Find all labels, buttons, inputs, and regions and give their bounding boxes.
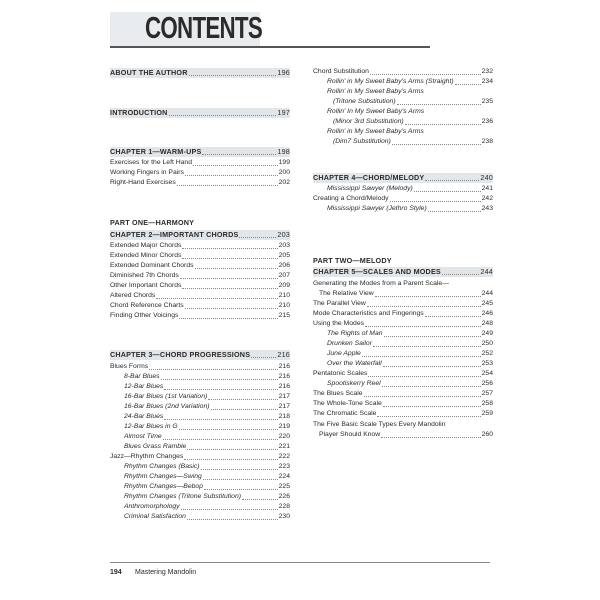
toc-subentry[interactable]: Over the Waterfall 253 — [327, 360, 493, 367]
toc-entry[interactable]: Player Should Know 260 — [319, 431, 493, 438]
toc-subentry-line1[interactable]: Rollin' in My Sweet Baby's Arms — [327, 88, 424, 95]
toc-subentry[interactable]: Criminal Satisfaction 230 — [124, 513, 290, 520]
title-rule — [110, 46, 430, 48]
toc-subentry[interactable]: (Minor 3rd Substitution) 236 — [333, 118, 493, 125]
toc-subentry[interactable]: Rhythm Changes—Bebop 225 — [124, 483, 290, 490]
toc-entry[interactable]: Using the Modes 248 — [313, 320, 493, 327]
toc-entry-line1[interactable]: Generating the Modes from a Parent Scale— — [313, 280, 450, 287]
toc-subentry[interactable]: Almost Time 220 — [124, 433, 290, 440]
toc-subentry[interactable]: (Dim7 Substitution) 238 — [333, 138, 493, 145]
toc-subentry[interactable]: (Tritone Substitution) 235 — [333, 98, 493, 105]
toc-subentry[interactable]: Rhythm Changes (Tritone Substitution) 226 — [124, 493, 290, 500]
toc-entry[interactable]: Exercises for the Left Hand 199 — [110, 159, 290, 166]
toc-entry[interactable]: The Parallel View 245 — [313, 300, 493, 307]
toc-subentry[interactable]: Spootiskerry Reel 256 — [327, 380, 493, 387]
toc-subentry[interactable]: June Apple 252 — [327, 350, 493, 357]
toc-subentry[interactable]: The Rights of Man 249 — [327, 330, 493, 337]
toc-subentry[interactable]: 12-Bar Blues 216 — [124, 383, 290, 390]
toc-entry[interactable]: Pentatonic Scales 254 — [313, 370, 493, 377]
toc-entry[interactable]: The Whole-Tone Scale 258 — [313, 400, 493, 407]
toc-entry[interactable]: Extended Minor Chords 205 — [110, 252, 290, 259]
toc-entry[interactable]: Altered Chords 210 — [110, 292, 290, 299]
toc-subentry[interactable]: Anthromorphology 228 — [124, 503, 290, 510]
toc-subentry-line1[interactable]: Rollin' In My Sweet Baby's Arms — [327, 108, 425, 115]
toc-entry[interactable]: Mode Characteristics and Fingerings 246 — [313, 310, 493, 317]
toc-entry[interactable]: Finding Other Voicings 215 — [110, 312, 290, 319]
toc-entry[interactable]: Creating a Chord/Melody 242 — [313, 195, 493, 202]
toc-chapter-4[interactable]: CHAPTER 4—CHORD/MELODY 240 — [313, 173, 493, 182]
toc-entry-about-the-author[interactable]: ABOUT THE AUTHOR 196 — [110, 68, 290, 77]
toc-subentry[interactable]: Rhythm Changes—Swing 224 — [124, 473, 290, 480]
toc-entry[interactable]: The Chromatic Scale 259 — [313, 410, 493, 417]
toc-subentry[interactable]: 16-Bar Blues (2nd Variation) 217 — [124, 403, 290, 410]
part-two-heading: PART TWO—MELODY — [313, 256, 392, 265]
toc-subentry[interactable]: Rollin' in My Sweet Baby's Arms (Straight) 234 — [327, 78, 493, 85]
toc-subentry[interactable]: Rhythm Changes (Basic) 223 — [124, 463, 290, 470]
part-one-heading: PART ONE—HARMONY — [110, 218, 195, 227]
toc-entry[interactable]: Other Important Chords 209 — [110, 282, 290, 289]
footer-rule — [110, 562, 490, 563]
toc-entry[interactable]: Blues Forms 216 — [110, 363, 290, 370]
toc-entry[interactable]: Extended Major Chords 203 — [110, 242, 290, 249]
toc-entry-introduction[interactable]: INTRODUCTION 197 — [110, 108, 290, 117]
book-title: Mastering Mandolin — [135, 569, 197, 576]
toc-entry[interactable]: Chord Reference Charts 210 — [110, 302, 290, 309]
toc-subentry[interactable]: Drunken Sailor 250 — [327, 340, 493, 347]
toc-subentry[interactable]: 24-Bar Blues 218 — [124, 413, 290, 420]
page-title: CONTENTS — [145, 10, 262, 45]
toc-chapter-3[interactable]: CHAPTER 3—CHORD PROGRESSIONS 216 — [110, 350, 290, 359]
toc-subentry[interactable]: Mississippi Sawyer (Melody) 241 — [327, 185, 493, 192]
toc-entry[interactable]: The Blues Scale 257 — [313, 390, 493, 397]
toc-entry[interactable]: Right-Hand Exercises 202 — [110, 179, 290, 186]
toc-entry-line1[interactable]: The Five Basic Scale Types Every Mandolin — [313, 421, 446, 428]
toc-chapter-5[interactable]: CHAPTER 5—SCALES AND MODES 244 — [313, 267, 493, 276]
toc-subentry-line1[interactable]: Rollin' in My Sweet Baby's Arms — [327, 128, 424, 135]
toc-subentry[interactable]: 16-Bar Blues (1st Variation) 217 — [124, 393, 290, 400]
toc-subentry[interactable]: 12-Bar Blues in G 219 — [124, 423, 290, 430]
toc-chapter-2[interactable]: CHAPTER 2—IMPORTANT CHORDS 203 — [110, 230, 290, 239]
toc-subentry[interactable]: Mississippi Sawyer (Jethro Style) 243 — [327, 205, 493, 212]
toc-entry[interactable]: The Relative View 244 — [319, 290, 493, 297]
toc-entry[interactable]: Diminished 7th Chords 207 — [110, 272, 290, 279]
toc-chapter-1[interactable]: CHAPTER 1—WARM-UPS 198 — [110, 147, 290, 156]
toc-entry[interactable]: Working Fingers in Pairs 200 — [110, 169, 290, 176]
toc-subentry[interactable]: Blues Grass Ramble 221 — [124, 443, 290, 450]
page-number: 194 — [110, 569, 122, 576]
toc-subentry[interactable]: 8-Bar Blues 216 — [124, 373, 290, 380]
toc-entry[interactable]: Jazz—Rhythm Changes 222 — [110, 453, 290, 460]
toc-entry[interactable]: Chord Substitution 232 — [313, 68, 493, 75]
toc-entry[interactable]: Extended Dominant Chords 206 — [110, 262, 290, 269]
